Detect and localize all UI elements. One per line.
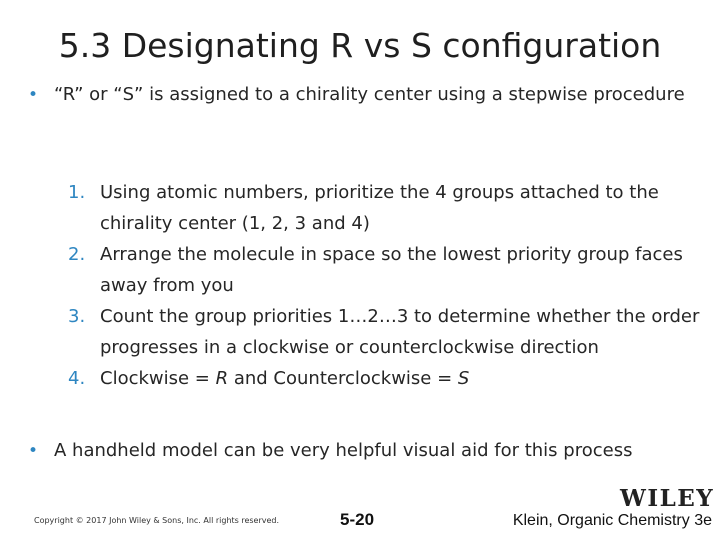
bullet-marker: • [28, 85, 39, 105]
step-item-4 [68, 363, 708, 394]
copyright-notice: Copyright © 2017 John Wiley & Sons, Inc. All rights reserved. [34, 516, 280, 525]
bullet-item-1 [28, 80, 708, 110]
page-number: 5-20 [340, 510, 375, 529]
step-item-1 [68, 177, 708, 239]
step-item-2 [68, 239, 708, 301]
step-item-3 [68, 301, 708, 363]
slide-title: 5.3 Designating R vs S configuration [58, 26, 662, 65]
step-text-4-a: Clockwise = [100, 368, 216, 389]
wiley-logo: WILEY [620, 485, 715, 512]
step-text-1: Using atomic numbers, prioritize the 4 groups attached to the chirality center (1, 2, 3 and 4) [100, 182, 659, 234]
bullet-marker: • [28, 441, 39, 461]
bullet-text-2: A handheld model can be very helpful visual aid for this process [54, 440, 633, 461]
step-text-3: Count the group priorities 1…2…3 to determine whether the order progresses in a clockwise or counterclockwise direction [100, 306, 700, 358]
step-number-3: 3. [68, 306, 86, 327]
bullet-text-1: “R” or “S” is assigned to a chirality center using a stepwise procedure [54, 84, 685, 105]
step-text-4-b: and Counterclockwise = [228, 368, 458, 389]
step-text-4 [100, 368, 469, 389]
step-text-4-s: S [457, 368, 470, 389]
step-text-2: Arrange the molecule in space so the lowest priority group faces away from you [100, 244, 683, 296]
step-number-2: 2. [68, 244, 86, 265]
book-credit: Klein, Organic Chemistry 3e [512, 512, 712, 529]
step-number-1: 1. [68, 182, 86, 203]
bullet-item-2 [28, 436, 708, 466]
step-text-4-r: R [215, 368, 229, 389]
steps-list [68, 177, 708, 394]
step-number-4: 4. [68, 368, 86, 389]
